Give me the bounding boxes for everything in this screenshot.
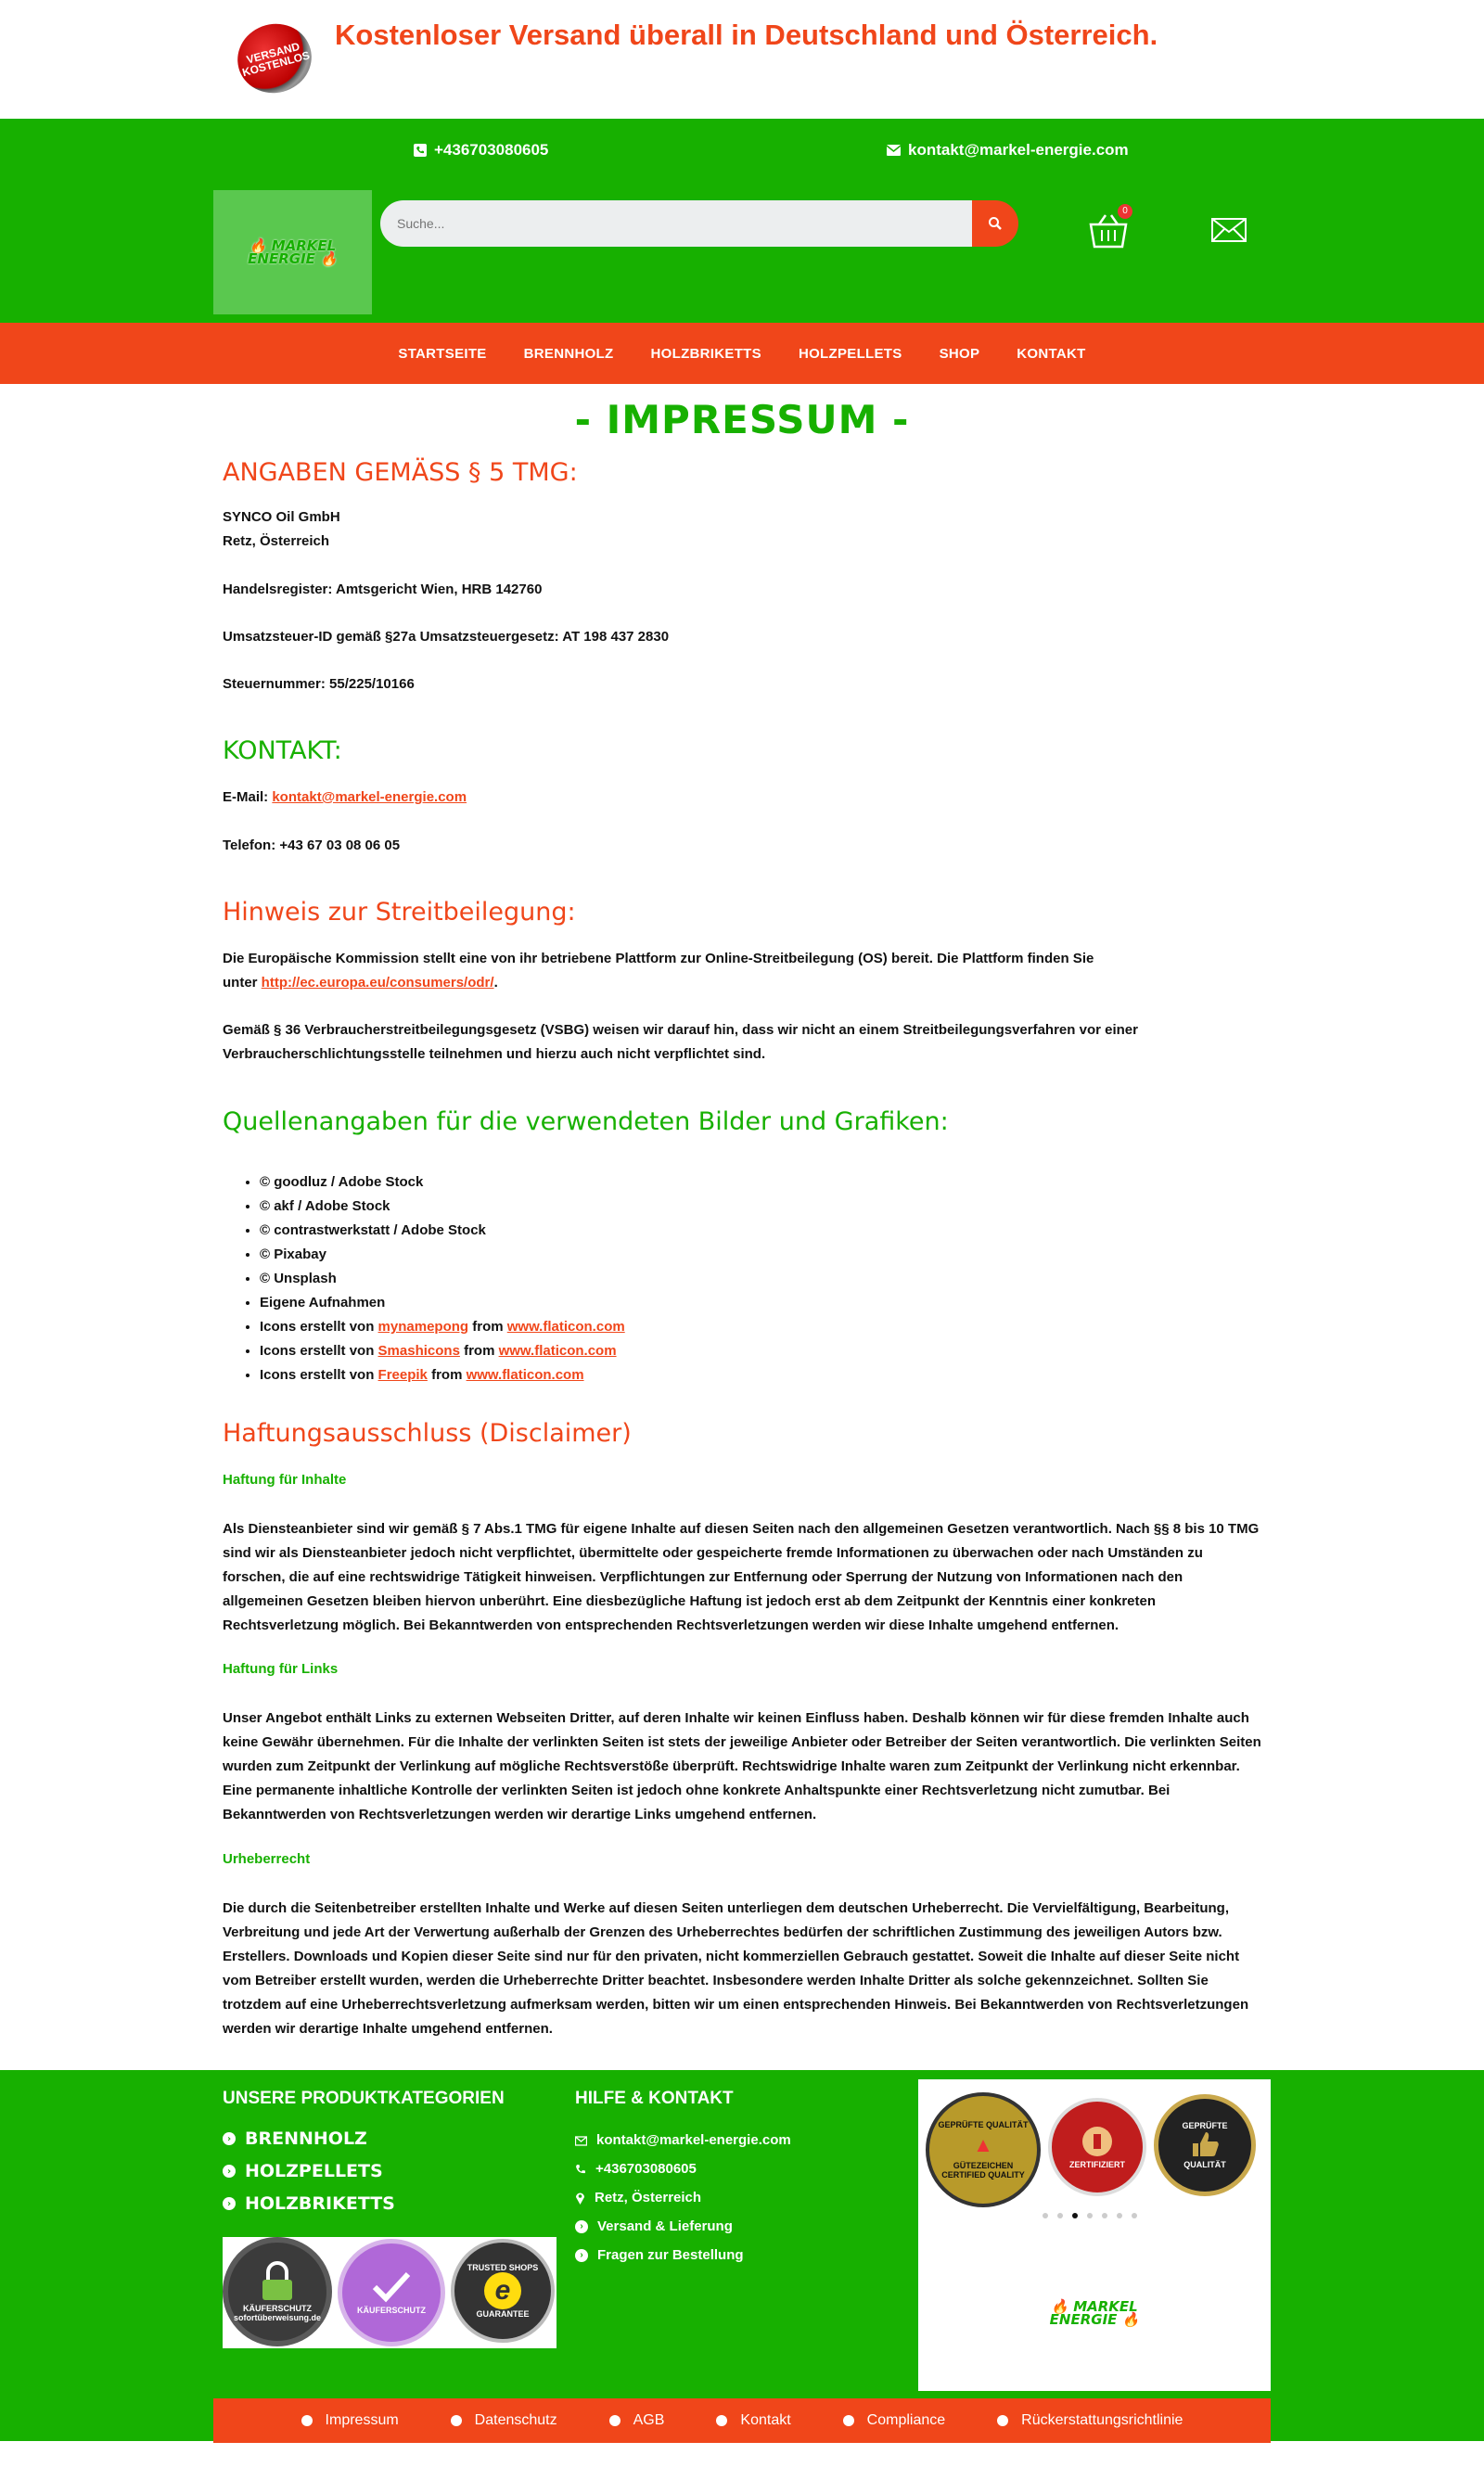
carousel-dot-active[interactable] bbox=[1072, 2213, 1078, 2218]
envelope-icon bbox=[887, 145, 901, 156]
streit-text-1: Die Europäische Kommission stellt eine von ihr betriebene Plattform zur Online-Streitbeilegung (OS) bereit. Die Plattform finden Sie unter http://ec.europa.eu/consumers/odr/. bbox=[223, 951, 1094, 991]
nav-holzbriketts[interactable]: HOLZBRIKETTS bbox=[650, 345, 761, 362]
footer-help-heading: HILFE & KONTAKT bbox=[575, 2089, 734, 2108]
contact-email: E-Mail: kontakt@markel-energie.com bbox=[223, 789, 467, 805]
list-item: • Eigene Aufnahmen bbox=[260, 1291, 625, 1315]
flaticon-link[interactable]: www.flaticon.com bbox=[498, 1343, 617, 1359]
footer-phone[interactable]: +436703080605 bbox=[575, 2161, 697, 2177]
kaeuferschutz-seal-2: KÄUFERSCHUTZ bbox=[338, 2239, 445, 2346]
bullet-icon bbox=[451, 2415, 462, 2426]
footer-link-datenschutz[interactable]: Datenschutz bbox=[451, 2412, 557, 2429]
chevron-right-icon: › bbox=[223, 2132, 236, 2145]
author-link[interactable]: mynamepong bbox=[377, 1319, 469, 1335]
list-item: • © contrastwerkstatt / Adobe Stock bbox=[260, 1219, 625, 1243]
carousel-dot[interactable] bbox=[1117, 2213, 1122, 2218]
author-link[interactable]: Freepik bbox=[377, 1367, 428, 1383]
footer-fragen-link[interactable]: › Fragen zur Bestellung bbox=[575, 2247, 744, 2263]
nav-startseite[interactable]: STARTSEITE bbox=[398, 345, 487, 362]
phone-icon bbox=[575, 2164, 586, 2175]
heading-angaben: ANGABEN GEMÄSS § 5 TMG: bbox=[223, 458, 578, 487]
footer-email[interactable]: kontakt@markel-energie.com bbox=[575, 2132, 791, 2148]
checkmark-icon bbox=[371, 2270, 412, 2304]
carousel-dots bbox=[1043, 2213, 1137, 2218]
cart-count-badge: 0 bbox=[1118, 204, 1132, 219]
banner-text: Kostenloser Versand überall in Deutschland und Österreich. bbox=[335, 19, 1158, 51]
nav-kontakt[interactable]: KONTAKT bbox=[1017, 345, 1086, 362]
flaticon-link[interactable]: www.flaticon.com bbox=[466, 1367, 584, 1383]
carousel-dot[interactable] bbox=[1057, 2213, 1063, 2218]
footer-link-compliance[interactable]: Compliance bbox=[843, 2412, 945, 2429]
heading-urheber: Urheberrecht bbox=[223, 1851, 311, 1867]
carousel-dot[interactable] bbox=[1087, 2213, 1093, 2218]
footer-link-rueckerstattung[interactable]: Rückerstattungsrichtlinie bbox=[997, 2412, 1183, 2429]
footer-versand-link[interactable]: › Versand & Lieferung bbox=[575, 2218, 733, 2234]
streit-text-2: Gemäß § 36 Verbraucherstreitbeilegungsgesetz (VSBG) weisen wir darauf hin, dass wir nicht an einem Streitbeilegungsverfahren vor einer Verbraucherschlichtungsstelle teilnehmen und hierzu auch nicht verpflichtet sind. bbox=[223, 1022, 1138, 1062]
chevron-right-icon: › bbox=[223, 2165, 236, 2178]
inhalte-text: Als Diensteanbieter sind wir gemäß § 7 Abs.1 TMG für eigene Inhalte auf diesen Seiten nach den allgemeinen Gesetzen verantwortlich. Nach §§ 8 bis 10 TMG sind wir als Diensteanbieter jedoch nicht verpflichtet, übermittelte oder gespeicherte fremde Informationen zu überwachen oder nach Umständen zu forschen, die auf eine rechtswidrige Tätigkeit hinweisen. Verpflichtungen zur Entfernung oder Sperrung der Nutzung von Informationen nach den allgemeinen Gesetzen bleiben hiervon unberührt. Eine diesbezügliche Haftung ist jedoch erst ab dem Zeitpunkt der Kenntnis einer konkreten Rechtsverletzung möglich. Bei Bekanntwerden von entsprechenden Rechtsverletzungen werden wir diese Inhalte umgehend entfernen. bbox=[223, 1521, 1260, 1633]
quality-seal-2: GEPRÜFTE QUALITÄT bbox=[1154, 2094, 1256, 2196]
chevron-right-icon: › bbox=[575, 2249, 588, 2262]
footer-cat-holzpellets[interactable]: › HOLZPELLETS bbox=[223, 2161, 383, 2181]
email-link[interactable]: kontakt@markel-energie.com bbox=[272, 789, 467, 805]
list-item: • Icons erstellt von Smashicons from www.flaticon.com bbox=[260, 1339, 625, 1363]
lock-icon bbox=[259, 2261, 296, 2302]
heading-disclaimer: Haftungsausschluss (Disclaimer) bbox=[223, 1419, 632, 1448]
nav-shop[interactable]: SHOP bbox=[939, 345, 980, 362]
handelsregister: Handelsregister: Amtsgericht Wien, HRB 142760 bbox=[223, 582, 543, 597]
links-text: Unser Angebot enthält Links zu externen Webseiten Dritter, auf deren Inhalte wir keinen Einfluss haben. Deshalb können wir für diese fremden Inhalte auch keine Gewähr übernehmen. Für die Inhalte der verlinkten Seiten ist stets der jeweilige Anbieter oder Betreiber der Seiten verantwortlich. Die verlinkten Seiten wurden zum Zeitpunkt der Verlinkung auf mögliche Rechtsverstöße überprüft. Rechtswidrige Inhalte waren zum Zeitpunkt der Verlinkung nicht erkennbar. Eine permanente inhaltliche Kontrolle der verlinkten Seiten ist jedoch ohne konkrete Anhaltspunkte einer Rechtsverletzung nicht zumutbar. Bei Bekanntwerden von Rechtsverletzungen werden wir derartige Links umgehend entfernen. bbox=[223, 1710, 1261, 1822]
trusted-shops-seal: TRUSTED SHOPS e GUARANTEE bbox=[451, 2239, 555, 2343]
chevron-right-icon: › bbox=[223, 2197, 236, 2210]
header-phone[interactable]: +436703080605 bbox=[414, 141, 548, 160]
contact-phone: Telefon: +43 67 03 08 06 05 bbox=[223, 837, 401, 853]
steuernummer: Steuernummer: 55/225/10166 bbox=[223, 676, 415, 692]
odr-link[interactable]: http://ec.europa.eu/consumers/odr/ bbox=[261, 975, 494, 991]
copyright: © 2023 - MARKEL-ENERGIE bbox=[649, 2447, 835, 2462]
carousel-dot[interactable] bbox=[1102, 2213, 1107, 2218]
list-item: • Icons erstellt von Freepik from www.flaticon.com bbox=[260, 1363, 625, 1387]
map-pin-icon bbox=[575, 2192, 585, 2205]
kaeuferschutz-seal: KÄUFERSCHUTZ sofortüberweisung.de bbox=[223, 2237, 332, 2346]
certificate-carousel bbox=[918, 2079, 1271, 2391]
search-icon bbox=[988, 216, 1003, 231]
company-name: SYNCO Oil GmbH bbox=[223, 509, 340, 525]
bullet-icon bbox=[997, 2415, 1008, 2426]
footer-cat-brennholz[interactable]: › BRENNHOLZ bbox=[223, 2128, 367, 2149]
site-logo[interactable]: 🔥 MARKEL ENERGIE 🔥 bbox=[213, 190, 372, 314]
author-link[interactable]: Smashicons bbox=[377, 1343, 460, 1359]
footer-link-impressum[interactable]: Impressum bbox=[301, 2412, 399, 2429]
footer-link-agb[interactable]: AGB bbox=[609, 2412, 665, 2429]
thumbs-up-icon bbox=[1189, 2130, 1221, 2158]
search-input[interactable] bbox=[380, 200, 974, 247]
page-title: - IMPRESSUM - bbox=[574, 397, 910, 442]
nav-brennholz[interactable]: BRENNHOLZ bbox=[523, 345, 614, 362]
list-item: • © Pixabay bbox=[260, 1243, 625, 1267]
search-button[interactable] bbox=[972, 200, 1018, 247]
flaticon-link[interactable]: www.flaticon.com bbox=[506, 1319, 625, 1335]
bullet-icon bbox=[843, 2415, 854, 2426]
heading-inhalte: Haftung für Inhalte bbox=[223, 1472, 347, 1488]
free-shipping-badge: VERSAND KOSTENLOS bbox=[230, 16, 319, 101]
thumbs-up-icon bbox=[1081, 2125, 1114, 2158]
list-item: • © akf / Adobe Stock bbox=[260, 1195, 625, 1219]
footer-cat-holzbriketts[interactable]: › HOLZBRIKETTS bbox=[223, 2193, 395, 2214]
carousel-dot[interactable] bbox=[1132, 2213, 1137, 2218]
sources-list bbox=[245, 1170, 625, 1387]
phone-icon bbox=[414, 144, 427, 157]
footer-link-kontakt[interactable]: Kontakt bbox=[716, 2412, 790, 2429]
carousel-dot[interactable] bbox=[1043, 2213, 1048, 2218]
footer-legal-nav bbox=[213, 2398, 1271, 2443]
heading-links: Haftung für Links bbox=[223, 1661, 339, 1677]
mail-icon[interactable] bbox=[1210, 215, 1247, 245]
header-email[interactable]: kontakt@markel-energie.com bbox=[887, 141, 1129, 160]
list-item: • © Unsplash bbox=[260, 1267, 625, 1291]
heading-streit: Hinweis zur Streitbeilegung: bbox=[223, 898, 576, 927]
top-banner bbox=[0, 0, 1484, 119]
bullet-icon bbox=[301, 2415, 313, 2426]
trust-seals bbox=[223, 2237, 556, 2348]
chevron-right-icon: › bbox=[575, 2220, 588, 2233]
list-item: • Icons erstellt von mynamepong from www.flaticon.com bbox=[260, 1315, 625, 1339]
footer-logo: 🔥 MARKEL ENERGIE 🔥 bbox=[1049, 2298, 1140, 2328]
heading-quellen: Quellenangaben für die verwendeten Bilder und Grafiken: bbox=[223, 1107, 949, 1136]
nav-holzpellets[interactable]: HOLZPELLETS bbox=[798, 345, 902, 362]
quality-seal-1: GEPRÜFTE QUALITÄT ▲ GÜTEZEICHEN CERTIFIED QUALITY bbox=[926, 2092, 1041, 2207]
main-nav bbox=[0, 323, 1484, 384]
urheber-text: Die durch die Seitenbetreiber erstellten Inhalte und Werke auf diesen Seiten unterliegen dem deutschen Urheberrecht. Die Vervielfältigung, Bearbeitung, Verbreitung und jede Art der Verwertung außerhalb der Grenzen des Urheberrechtes bedürfen der schriftlichen Zustimmung des jeweiligen Autors bzw. Erstellers. Downloads und Kopien dieser Seite sind nur für den privaten, nicht kommerziellen Gebrauch gestattet. Soweit die Inhalte auf dieser Seite nicht vom Betreiber erstellt wurden, werden die Urheberrechte Dritter beachtet. Insbesondere werden Inhalte Dritter als solche gekennzeichnet. Sollten Sie trotzdem auf eine Urheberrechtsverletzung aufmerksam werden, bitten wir um einen entsprechenden Hinweis. Bei Bekanntwerden von Rechtsverletzungen werden wir derartige Inhalte umgehend entfernen. bbox=[223, 1900, 1249, 2037]
footer-categories-heading: UNSERE PRODUKTKATEGORIEN bbox=[223, 2089, 505, 2108]
company-location: Retz, Österreich bbox=[223, 533, 330, 549]
ust-id: Umsatzsteuer-ID gemäß §27a Umsatzsteuergesetz: AT 198 437 2830 bbox=[223, 629, 670, 645]
bullet-icon bbox=[609, 2415, 620, 2426]
bullet-icon bbox=[716, 2415, 727, 2426]
list-item: • © goodluz / Adobe Stock bbox=[260, 1170, 625, 1195]
footer-location: Retz, Österreich bbox=[575, 2190, 701, 2205]
envelope-icon bbox=[575, 2135, 587, 2146]
heading-kontakt: KONTAKT: bbox=[223, 736, 342, 765]
zertifiziert-seal: ZERTIFIZIERT bbox=[1048, 2098, 1146, 2196]
